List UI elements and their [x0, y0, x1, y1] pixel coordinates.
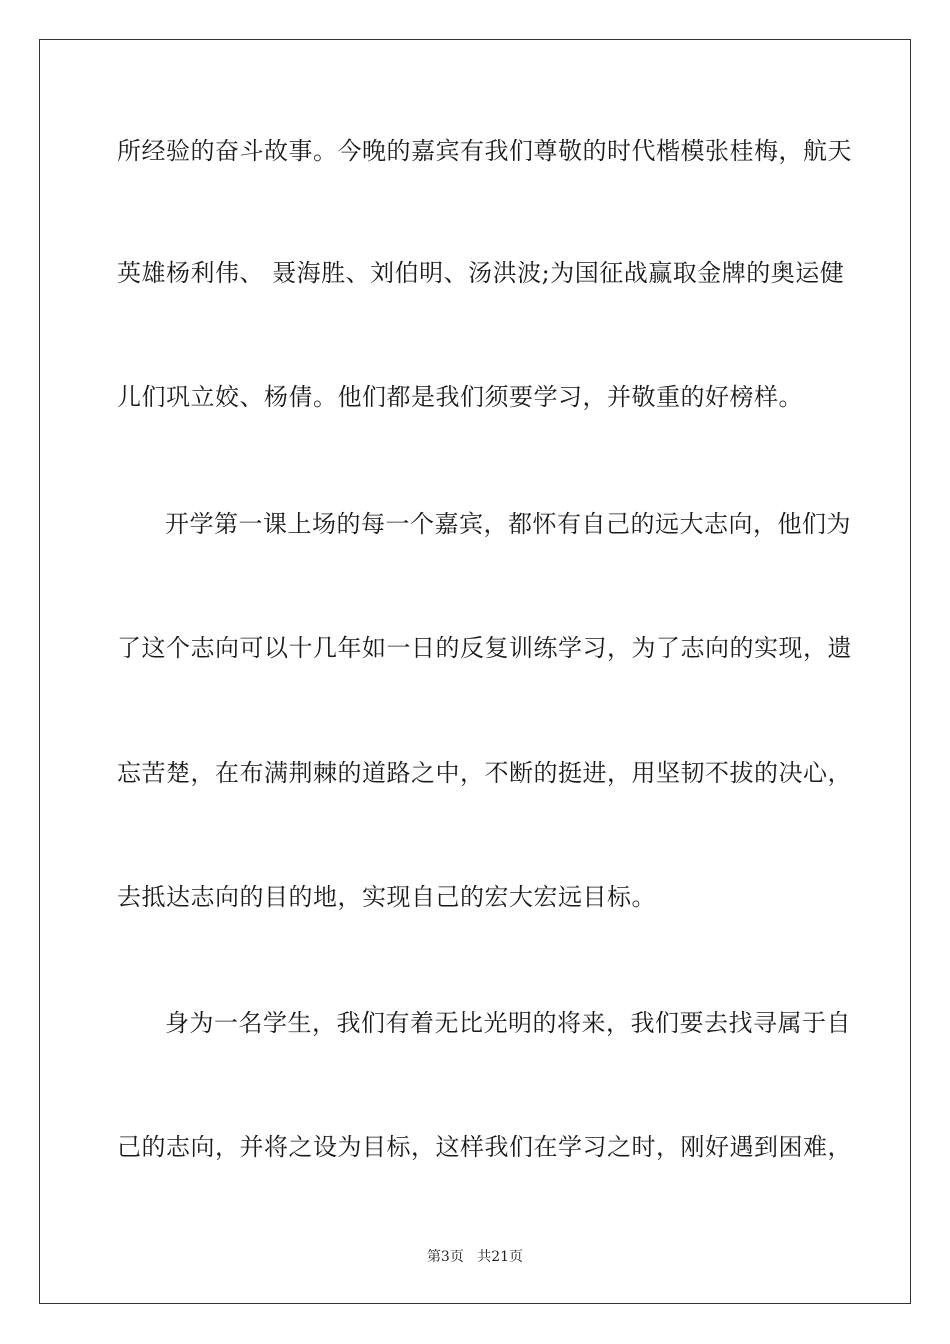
body-text-line: 忘苦楚，在布满荆棘的道路之中，不断的挺进，用坚韧不拔的决心， — [117, 759, 852, 787]
body-text-line: 己的志向，并将之设为目标，这样我们在学习之时，刚好遇到困难， — [117, 1133, 852, 1161]
page-border — [39, 39, 911, 1304]
body-text-line: 了这个志向可以十几年如一日的反复训练学习，为了志向的实现，遗 — [117, 634, 852, 662]
body-text-line: 去抵达志向的目的地，实现自己的宏大宏远目标。 — [117, 883, 656, 911]
page-footer — [0, 1248, 950, 1266]
paragraph-first-line: 开学第一课上场的每一个嘉宾，都怀有自己的远大志向，他们为 — [165, 510, 851, 538]
body-text-line: 英雄杨利伟、 聂海胜、刘伯明、汤洪波;为国征战赢取金牌的奥运健 — [117, 259, 845, 287]
paragraph-first-line: 身为一名学生，我们有着无比光明的将来，我们要去找寻属于自 — [165, 1009, 851, 1037]
body-text-line: 所经验的奋斗故事。今晚的嘉宾有我们尊敬的时代楷模张桂梅，航天 — [117, 137, 852, 165]
page-number: 第3页 — [426, 1249, 464, 1265]
total-pages: 共21页 — [477, 1249, 524, 1265]
body-text-line: 儿们巩立姣、杨倩。他们都是我们须要学习，并敬重的好榜样。 — [117, 383, 803, 411]
